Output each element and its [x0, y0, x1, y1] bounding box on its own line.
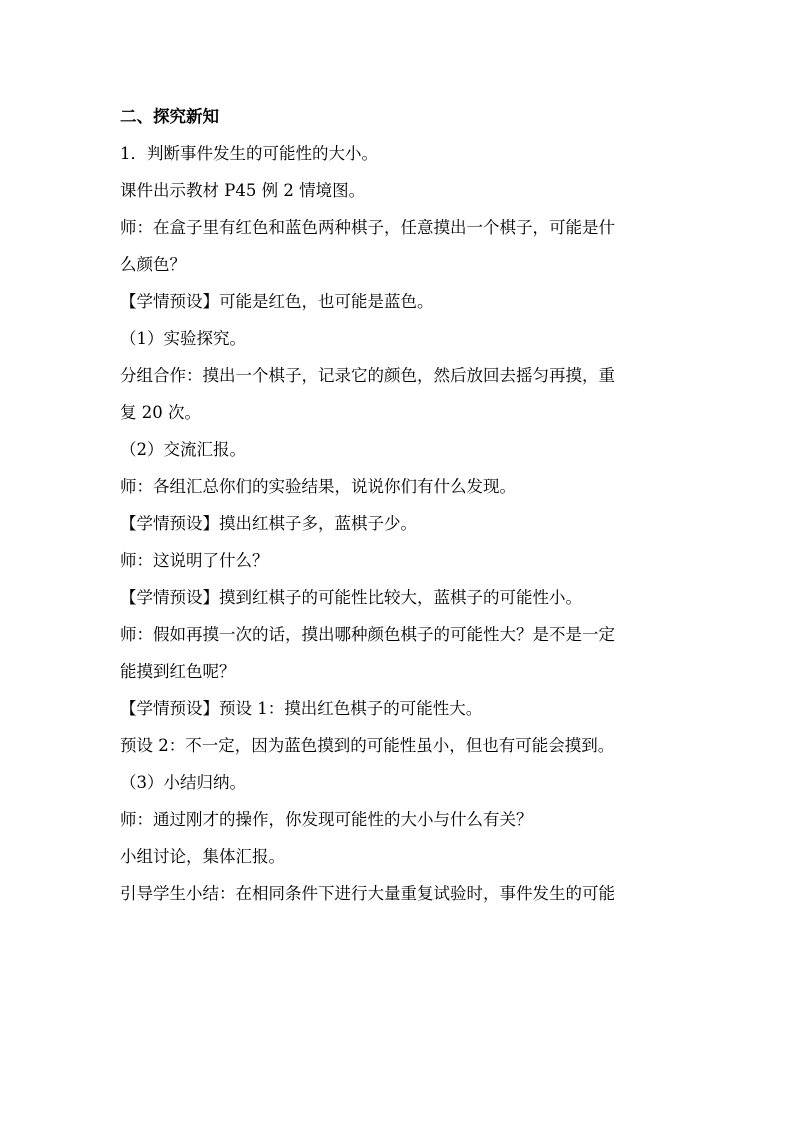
paragraph-line: 师：这说明了什么？: [120, 551, 269, 570]
paragraph-line: 师：在盒子里有红色和蓝色两种棋子，任意摸出一个棋子，可能是什: [120, 218, 615, 237]
paragraph-line: （1）实验探究。: [120, 329, 246, 348]
paragraph-line: 【学情预设】可能是红色，也可能是蓝色。: [120, 292, 434, 311]
paragraph-line: 师：假如再摸一次的话，摸出哪种颜色棋子的可能性大？是不是一定: [120, 625, 615, 644]
paragraph-line: 么颜色？: [120, 255, 186, 274]
paragraph-line: 【学情预设】摸出红棋子多，蓝棋子少。: [120, 514, 417, 533]
paragraph-line: 分组合作：摸出一个棋子，记录它的颜色，然后放回去摇匀再摸，重: [120, 366, 615, 385]
paragraph-line: 【学情预设】摸到红棋子的可能性比较大，蓝棋子的可能性小。: [120, 588, 582, 607]
document-body: [120, 98, 680, 912]
paragraph-line: （3）小结归纳。: [120, 773, 246, 792]
paragraph-line: 课件出示教材 P45 例 2 情境图。: [120, 181, 366, 200]
paragraph-line: 师：通过刚才的操作，你发现可能性的大小与什么有关？: [120, 810, 533, 829]
paragraph-line: 预设 2：不一定，因为蓝色摸到的可能性虽小，但也有可能会摸到。: [120, 736, 615, 755]
paragraph-line: 引导学生小结：在相同条件下进行大量重复试验时，事件发生的可能: [120, 884, 615, 903]
paragraph-line: 【学情预设】预设 1：摸出红色棋子的可能性大。: [120, 699, 483, 718]
paragraph-line: 师：各组汇总你们的实验结果，说说你们有什么发现。: [120, 477, 516, 496]
paragraph-line: 1．判断事件发生的可能性的大小。: [120, 144, 378, 163]
paragraph-line: （2）交流汇报。: [120, 440, 246, 459]
paragraph-line: 小组讨论，集体汇报。: [120, 847, 285, 866]
paragraph-line: 能摸到红色呢？: [120, 662, 236, 681]
paragraph-line: 复 20 次。: [120, 403, 201, 422]
section-heading: 二、探究新知: [120, 107, 219, 126]
